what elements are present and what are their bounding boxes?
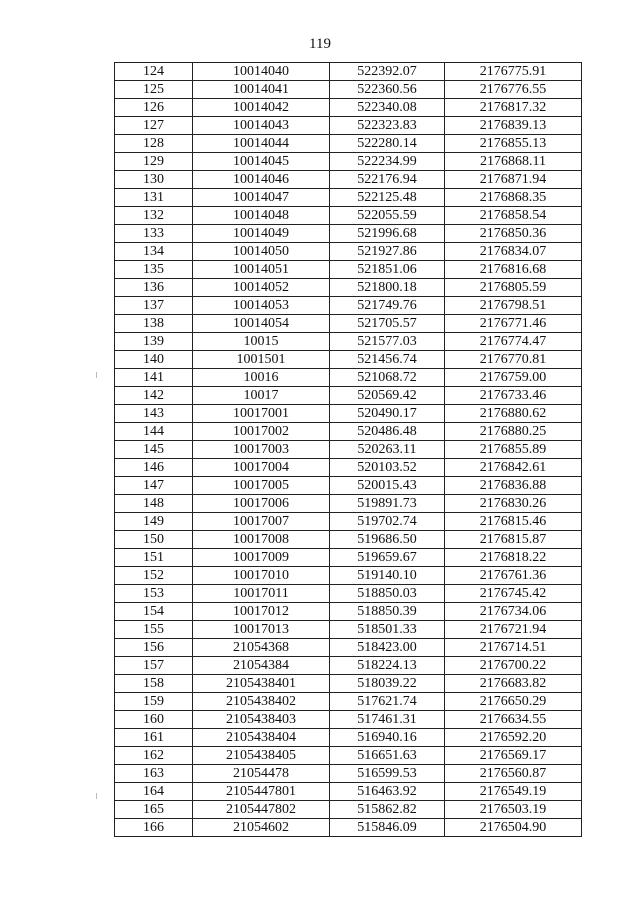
row-index-cell: 145 xyxy=(115,441,193,459)
row-index-cell: 130 xyxy=(115,171,193,189)
row-index-cell: 142 xyxy=(115,387,193,405)
x-coordinate-cell: 522360.56 xyxy=(330,81,445,99)
point-id-cell: 1001501 xyxy=(193,351,330,369)
y-coordinate-cell: 2176592.20 xyxy=(445,729,582,747)
table-row xyxy=(115,657,582,675)
point-id-cell: 2105438405 xyxy=(193,747,330,765)
row-index-cell: 132 xyxy=(115,207,193,225)
table-row xyxy=(115,693,582,711)
y-coordinate-cell: 2176834.07 xyxy=(445,243,582,261)
point-id-cell: 10014051 xyxy=(193,261,330,279)
table-row xyxy=(115,495,582,513)
point-id-cell: 21054384 xyxy=(193,657,330,675)
point-id-cell: 10014047 xyxy=(193,189,330,207)
y-coordinate-cell: 2176761.36 xyxy=(445,567,582,585)
table-row xyxy=(115,531,582,549)
y-coordinate-cell: 2176836.88 xyxy=(445,477,582,495)
point-id-cell: 10017001 xyxy=(193,405,330,423)
x-coordinate-cell: 516651.63 xyxy=(330,747,445,765)
table-row xyxy=(115,369,582,387)
y-coordinate-cell: 2176839.13 xyxy=(445,117,582,135)
row-index-cell: 156 xyxy=(115,639,193,657)
point-id-cell: 10014052 xyxy=(193,279,330,297)
y-coordinate-cell: 2176815.87 xyxy=(445,531,582,549)
point-id-cell: 21054478 xyxy=(193,765,330,783)
row-index-cell: 143 xyxy=(115,405,193,423)
page-number: 119 xyxy=(309,36,331,52)
y-coordinate-cell: 2176721.94 xyxy=(445,621,582,639)
row-index-cell: 138 xyxy=(115,315,193,333)
table-row xyxy=(115,351,582,369)
point-id-cell: 2105447802 xyxy=(193,801,330,819)
row-index-cell: 126 xyxy=(115,99,193,117)
y-coordinate-cell: 2176634.55 xyxy=(445,711,582,729)
table-row xyxy=(115,117,582,135)
table-row xyxy=(115,135,582,153)
table-row xyxy=(115,459,582,477)
table-row xyxy=(115,81,582,99)
table-row xyxy=(115,333,582,351)
row-index-cell: 159 xyxy=(115,693,193,711)
x-coordinate-cell: 522125.48 xyxy=(330,189,445,207)
y-coordinate-cell: 2176775.91 xyxy=(445,63,582,81)
row-index-cell: 157 xyxy=(115,657,193,675)
row-index-cell: 160 xyxy=(115,711,193,729)
row-index-cell: 150 xyxy=(115,531,193,549)
table-row xyxy=(115,63,582,81)
row-index-cell: 153 xyxy=(115,585,193,603)
row-index-cell: 163 xyxy=(115,765,193,783)
x-coordinate-cell: 522234.99 xyxy=(330,153,445,171)
row-index-cell: 144 xyxy=(115,423,193,441)
table-row xyxy=(115,171,582,189)
row-index-cell: 131 xyxy=(115,189,193,207)
table-row xyxy=(115,711,582,729)
table-row xyxy=(115,243,582,261)
x-coordinate-cell: 517461.31 xyxy=(330,711,445,729)
table-row xyxy=(115,261,582,279)
point-id-cell: 10014041 xyxy=(193,81,330,99)
table-row xyxy=(115,513,582,531)
x-coordinate-cell: 519659.67 xyxy=(330,549,445,567)
y-coordinate-cell: 2176871.94 xyxy=(445,171,582,189)
x-coordinate-cell: 520015.43 xyxy=(330,477,445,495)
table-row xyxy=(115,603,582,621)
x-coordinate-cell: 518850.39 xyxy=(330,603,445,621)
y-coordinate-cell: 2176503.19 xyxy=(445,801,582,819)
y-coordinate-cell: 2176683.82 xyxy=(445,675,582,693)
table-row xyxy=(115,423,582,441)
x-coordinate-cell: 521068.72 xyxy=(330,369,445,387)
y-coordinate-cell: 2176858.54 xyxy=(445,207,582,225)
x-coordinate-cell: 520486.48 xyxy=(330,423,445,441)
x-coordinate-cell: 521749.76 xyxy=(330,297,445,315)
row-index-cell: 125 xyxy=(115,81,193,99)
y-coordinate-cell: 2176650.29 xyxy=(445,693,582,711)
point-id-cell: 10017007 xyxy=(193,513,330,531)
row-index-cell: 154 xyxy=(115,603,193,621)
table-row xyxy=(115,207,582,225)
point-id-cell: 10014048 xyxy=(193,207,330,225)
x-coordinate-cell: 519140.10 xyxy=(330,567,445,585)
point-id-cell: 10017003 xyxy=(193,441,330,459)
table-row xyxy=(115,729,582,747)
table-row xyxy=(115,153,582,171)
row-index-cell: 133 xyxy=(115,225,193,243)
point-id-cell: 10014050 xyxy=(193,243,330,261)
table-row xyxy=(115,765,582,783)
point-id-cell: 2105438404 xyxy=(193,729,330,747)
y-coordinate-cell: 2176745.42 xyxy=(445,585,582,603)
point-id-cell: 10017008 xyxy=(193,531,330,549)
table-row xyxy=(115,567,582,585)
y-coordinate-cell: 2176880.25 xyxy=(445,423,582,441)
y-coordinate-cell: 2176805.59 xyxy=(445,279,582,297)
x-coordinate-cell: 521705.57 xyxy=(330,315,445,333)
table-row xyxy=(115,549,582,567)
row-index-cell: 137 xyxy=(115,297,193,315)
x-coordinate-cell: 522176.94 xyxy=(330,171,445,189)
row-index-cell: 135 xyxy=(115,261,193,279)
row-index-cell: 128 xyxy=(115,135,193,153)
table-row xyxy=(115,801,582,819)
row-index-cell: 129 xyxy=(115,153,193,171)
x-coordinate-cell: 516463.92 xyxy=(330,783,445,801)
table-row xyxy=(115,279,582,297)
y-coordinate-cell: 2176842.61 xyxy=(445,459,582,477)
point-id-cell: 2105447801 xyxy=(193,783,330,801)
x-coordinate-cell: 522323.83 xyxy=(330,117,445,135)
x-coordinate-cell: 518423.00 xyxy=(330,639,445,657)
table-row xyxy=(115,189,582,207)
x-coordinate-cell: 522392.07 xyxy=(330,63,445,81)
row-index-cell: 151 xyxy=(115,549,193,567)
x-coordinate-cell: 521996.68 xyxy=(330,225,445,243)
y-coordinate-cell: 2176815.46 xyxy=(445,513,582,531)
row-index-cell: 127 xyxy=(115,117,193,135)
x-coordinate-cell: 519891.73 xyxy=(330,495,445,513)
row-index-cell: 161 xyxy=(115,729,193,747)
x-coordinate-cell: 516599.53 xyxy=(330,765,445,783)
y-coordinate-cell: 2176850.36 xyxy=(445,225,582,243)
point-id-cell: 10017009 xyxy=(193,549,330,567)
y-coordinate-cell: 2176733.46 xyxy=(445,387,582,405)
point-id-cell: 10017005 xyxy=(193,477,330,495)
x-coordinate-cell: 518039.22 xyxy=(330,675,445,693)
scan-mark xyxy=(96,372,97,378)
x-coordinate-cell: 515846.09 xyxy=(330,819,445,837)
table-row xyxy=(115,477,582,495)
table-row xyxy=(115,819,582,837)
x-coordinate-cell: 522280.14 xyxy=(330,135,445,153)
point-id-cell: 21054368 xyxy=(193,639,330,657)
y-coordinate-cell: 2176816.68 xyxy=(445,261,582,279)
y-coordinate-cell: 2176770.81 xyxy=(445,351,582,369)
y-coordinate-cell: 2176798.51 xyxy=(445,297,582,315)
y-coordinate-cell: 2176776.55 xyxy=(445,81,582,99)
y-coordinate-cell: 2176714.51 xyxy=(445,639,582,657)
coordinates-table-body xyxy=(115,63,582,837)
y-coordinate-cell: 2176771.46 xyxy=(445,315,582,333)
point-id-cell: 10014054 xyxy=(193,315,330,333)
point-id-cell: 10014049 xyxy=(193,225,330,243)
point-id-cell: 2105438401 xyxy=(193,675,330,693)
x-coordinate-cell: 520103.52 xyxy=(330,459,445,477)
y-coordinate-cell: 2176880.62 xyxy=(445,405,582,423)
table-row xyxy=(115,99,582,117)
x-coordinate-cell: 518224.13 xyxy=(330,657,445,675)
point-id-cell: 2105438403 xyxy=(193,711,330,729)
point-id-cell: 10017012 xyxy=(193,603,330,621)
y-coordinate-cell: 2176855.13 xyxy=(445,135,582,153)
row-index-cell: 146 xyxy=(115,459,193,477)
point-id-cell: 10017 xyxy=(193,387,330,405)
x-coordinate-cell: 521800.18 xyxy=(330,279,445,297)
x-coordinate-cell: 518501.33 xyxy=(330,621,445,639)
x-coordinate-cell: 519702.74 xyxy=(330,513,445,531)
y-coordinate-cell: 2176549.19 xyxy=(445,783,582,801)
row-index-cell: 134 xyxy=(115,243,193,261)
row-index-cell: 166 xyxy=(115,819,193,837)
x-coordinate-cell: 520263.11 xyxy=(330,441,445,459)
x-coordinate-cell: 515862.82 xyxy=(330,801,445,819)
row-index-cell: 162 xyxy=(115,747,193,765)
row-index-cell: 149 xyxy=(115,513,193,531)
point-id-cell: 10014040 xyxy=(193,63,330,81)
row-index-cell: 148 xyxy=(115,495,193,513)
point-id-cell: 10017006 xyxy=(193,495,330,513)
coordinates-table xyxy=(114,62,582,837)
table-row xyxy=(115,621,582,639)
table-row xyxy=(115,783,582,801)
point-id-cell: 10017013 xyxy=(193,621,330,639)
y-coordinate-cell: 2176817.32 xyxy=(445,99,582,117)
row-index-cell: 155 xyxy=(115,621,193,639)
point-id-cell: 10017004 xyxy=(193,459,330,477)
table-row xyxy=(115,315,582,333)
point-id-cell: 10016 xyxy=(193,369,330,387)
x-coordinate-cell: 522055.59 xyxy=(330,207,445,225)
table-row xyxy=(115,405,582,423)
table-row xyxy=(115,675,582,693)
row-index-cell: 136 xyxy=(115,279,193,297)
y-coordinate-cell: 2176868.35 xyxy=(445,189,582,207)
point-id-cell: 10014044 xyxy=(193,135,330,153)
table-row xyxy=(115,441,582,459)
y-coordinate-cell: 2176855.89 xyxy=(445,441,582,459)
row-index-cell: 164 xyxy=(115,783,193,801)
row-index-cell: 124 xyxy=(115,63,193,81)
y-coordinate-cell: 2176759.00 xyxy=(445,369,582,387)
point-id-cell: 10017002 xyxy=(193,423,330,441)
table-row xyxy=(115,747,582,765)
table-row xyxy=(115,585,582,603)
x-coordinate-cell: 521927.86 xyxy=(330,243,445,261)
y-coordinate-cell: 2176504.90 xyxy=(445,819,582,837)
point-id-cell: 10014045 xyxy=(193,153,330,171)
point-id-cell: 10014053 xyxy=(193,297,330,315)
point-id-cell: 10017010 xyxy=(193,567,330,585)
point-id-cell: 10014046 xyxy=(193,171,330,189)
point-id-cell: 10015 xyxy=(193,333,330,351)
y-coordinate-cell: 2176734.06 xyxy=(445,603,582,621)
table-row xyxy=(115,297,582,315)
point-id-cell: 21054602 xyxy=(193,819,330,837)
table-row xyxy=(115,387,582,405)
x-coordinate-cell: 520490.17 xyxy=(330,405,445,423)
y-coordinate-cell: 2176868.11 xyxy=(445,153,582,171)
row-index-cell: 141 xyxy=(115,369,193,387)
point-id-cell: 10014043 xyxy=(193,117,330,135)
x-coordinate-cell: 519686.50 xyxy=(330,531,445,549)
point-id-cell: 10014042 xyxy=(193,99,330,117)
row-index-cell: 152 xyxy=(115,567,193,585)
row-index-cell: 140 xyxy=(115,351,193,369)
row-index-cell: 165 xyxy=(115,801,193,819)
y-coordinate-cell: 2176818.22 xyxy=(445,549,582,567)
x-coordinate-cell: 522340.08 xyxy=(330,99,445,117)
scan-mark xyxy=(96,793,97,799)
y-coordinate-cell: 2176569.17 xyxy=(445,747,582,765)
table-row xyxy=(115,639,582,657)
x-coordinate-cell: 517621.74 xyxy=(330,693,445,711)
x-coordinate-cell: 518850.03 xyxy=(330,585,445,603)
x-coordinate-cell: 516940.16 xyxy=(330,729,445,747)
row-index-cell: 147 xyxy=(115,477,193,495)
x-coordinate-cell: 520569.42 xyxy=(330,387,445,405)
row-index-cell: 139 xyxy=(115,333,193,351)
point-id-cell: 2105438402 xyxy=(193,693,330,711)
y-coordinate-cell: 2176700.22 xyxy=(445,657,582,675)
y-coordinate-cell: 2176774.47 xyxy=(445,333,582,351)
x-coordinate-cell: 521456.74 xyxy=(330,351,445,369)
x-coordinate-cell: 521851.06 xyxy=(330,261,445,279)
y-coordinate-cell: 2176560.87 xyxy=(445,765,582,783)
point-id-cell: 10017011 xyxy=(193,585,330,603)
table-row xyxy=(115,225,582,243)
y-coordinate-cell: 2176830.26 xyxy=(445,495,582,513)
row-index-cell: 158 xyxy=(115,675,193,693)
x-coordinate-cell: 521577.03 xyxy=(330,333,445,351)
